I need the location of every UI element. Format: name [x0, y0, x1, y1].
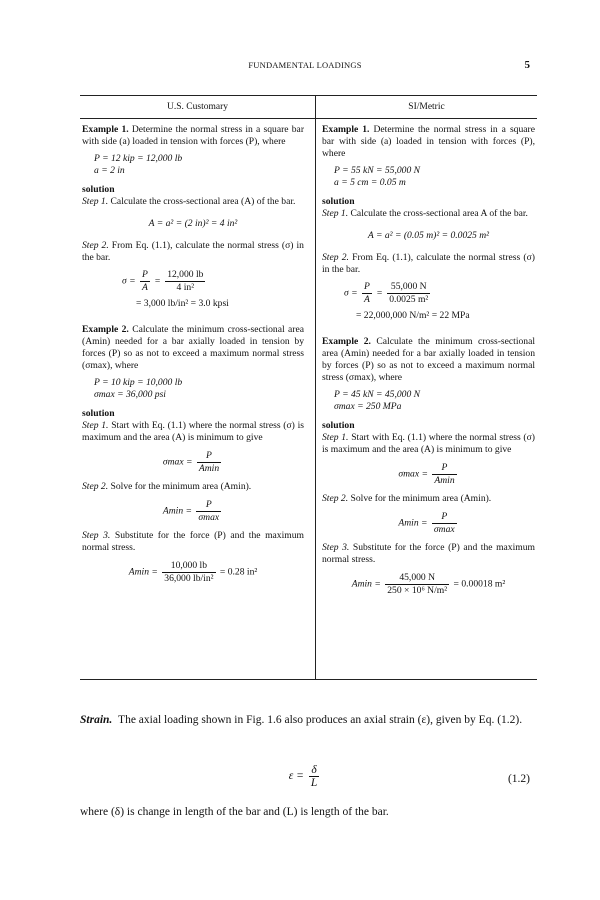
si-solution2-label: solution	[322, 420, 355, 431]
running-head	[80, 60, 530, 74]
comparison-table	[80, 95, 537, 680]
us-eq-smax: σmax = $\frac{P}{Amin}$	[162, 450, 220, 474]
si-example1-text: Example 1. Determine the normal stress in a square bar with side (a) loaded in tension with forces (P), where	[322, 124, 535, 159]
us-eq-area: A = a² = (2 in)² = 4 in²	[148, 218, 238, 229]
si-column	[322, 124, 535, 603]
us-given-a: a = 2 in	[94, 165, 125, 176]
us-solution2-label: solution	[82, 408, 115, 419]
si-step2: Step 2. From Eq. (1.1), calculate the normal stress (σ) in the bar.	[322, 252, 535, 275]
strain-eq-body: ε = $\frac{\delta}{L}$	[288, 764, 318, 789]
equation-number: (1.2)	[507, 773, 530, 785]
page-number: 5	[524, 59, 530, 71]
strain-heading: Strain.	[80, 714, 113, 726]
us-eq-amin: Amin = $\frac{P}{\sigma\max}$	[162, 499, 220, 523]
si-eq-sigma: σ = $\frac{P}{A}$ = $\frac{55,000 N}{\text{0.0025 m²}}$	[344, 281, 429, 305]
us-example2-text: Example 2. Calculate the minimum cross-sectional area (Amin) needed for a bar axially loaded in tension by forces (P) so as not to exceed a maximum normal stress (σmax), where	[82, 324, 304, 371]
si-step2b: Step 2. Solve for the minimum area (Amin).	[322, 493, 492, 504]
us-example2-label: Example 2.	[82, 324, 129, 335]
strain-paragraph	[80, 712, 530, 728]
si-given-a: a = 5 cm = 0.05 m	[334, 177, 406, 188]
us-step1b: Step 1. Start with Eq. (1.1) where the normal stress (σ) is maximum and the area (A) is minimum to give	[82, 420, 304, 443]
col-head-si: SI/Metric	[408, 102, 445, 112]
strain-equation	[80, 764, 530, 798]
si-eq-area: A = a² = (0.05 m)² = 0.0025 m²	[367, 230, 490, 241]
us-example2-given	[82, 377, 304, 401]
us-given-p2: P = 10 kip = 10,000 lb	[94, 377, 183, 388]
si-step1: Step 1. Calculate the cross-sectional area A of the bar.	[322, 208, 528, 219]
running-title: FUNDAMENTAL LOADINGS	[248, 60, 362, 70]
table-header-row	[80, 96, 537, 119]
si-eq-amin: Amin = $\frac{P}{\sigma\max}$	[398, 511, 455, 535]
strain-text: The axial loading shown in Fig. 1.6 also produces an axial strain (ε), given by Eq. (1.2).	[118, 714, 523, 726]
si-step3: Step 3. Substitute for the force (P) and the maximum normal stress.	[322, 542, 535, 565]
si-eq-sigma-result: = 22,000,000 N/m² = 22 MPa	[356, 310, 470, 321]
us-eq-sigma-result: = 3,000 lb/in² = 3.0 kpsi	[136, 298, 229, 309]
col-head-us: U.S. Customary	[167, 102, 228, 112]
si-example2-text: Example 2. Calculate the minimum cross-sectional area (Amin) needed for a bar axially loaded in tension by forces (P) so as not to exceed a maximum normal stress (σmax), where	[322, 336, 536, 383]
si-given-p: P = 55 kN = 55,000 N	[334, 165, 421, 176]
us-example1-given	[82, 153, 304, 177]
us-column	[82, 124, 304, 591]
si-eq-smax: σmax = $\frac{P}{Amin}$	[398, 462, 455, 486]
us-step2b: Step 2. Solve for the minimum area (Amin).	[82, 481, 252, 492]
si-example1-given	[322, 165, 535, 189]
us-given-p: P = 12 kip = 12,000 lb	[94, 153, 183, 164]
si-example2-given	[322, 389, 535, 413]
us-eq-final: Amin = $\frac{10,000 lb}{\text{36,000 lb/in²}}$ = 0.28 in²	[128, 560, 258, 584]
si-given-p2: P = 45 kN = 45,000 N	[334, 389, 421, 400]
si-step1b: Step 1. Start with Eq. (1.1) where the normal stress (σ) is maximum and the area (A) is minimum to give	[322, 432, 535, 455]
us-step3: Step 3. Substitute for the force (P) and the maximum normal stress.	[82, 530, 304, 553]
column-divider	[315, 96, 316, 679]
us-eq-sigma: σ = $\frac{P}{A}$ = $\frac{12,000 lb}{\text{4 in²}}$	[122, 269, 204, 293]
us-solution-label: solution	[82, 184, 115, 195]
si-eq-final: Amin = $\frac{45,000 N}{\text{250 × 10⁶ N/m²}}$ = 0.00018 m²	[351, 572, 506, 596]
us-example1-text: Example 1. Determine the normal stress in a square bar with side (a) loaded in tension with forces (P), where	[82, 124, 305, 147]
strain-definition: where (δ) is change in length of the bar and (L) is length of the bar.	[80, 806, 389, 818]
si-solution-label: solution	[322, 196, 355, 207]
si-example2-label: Example 2.	[322, 336, 371, 347]
us-given-smax: σmax = 36,000 psi	[94, 389, 166, 400]
si-given-smax: σmax = 250 MPa	[334, 401, 402, 412]
us-example1-label: Example 1.	[82, 124, 129, 135]
us-step1: Step 1. Calculate the cross-sectional area (A) of the bar.	[82, 196, 296, 207]
us-step2: Step 2. From Eq. (1.1), calculate the normal stress (σ) in the bar.	[82, 240, 304, 263]
si-example1-label: Example 1.	[322, 124, 370, 135]
